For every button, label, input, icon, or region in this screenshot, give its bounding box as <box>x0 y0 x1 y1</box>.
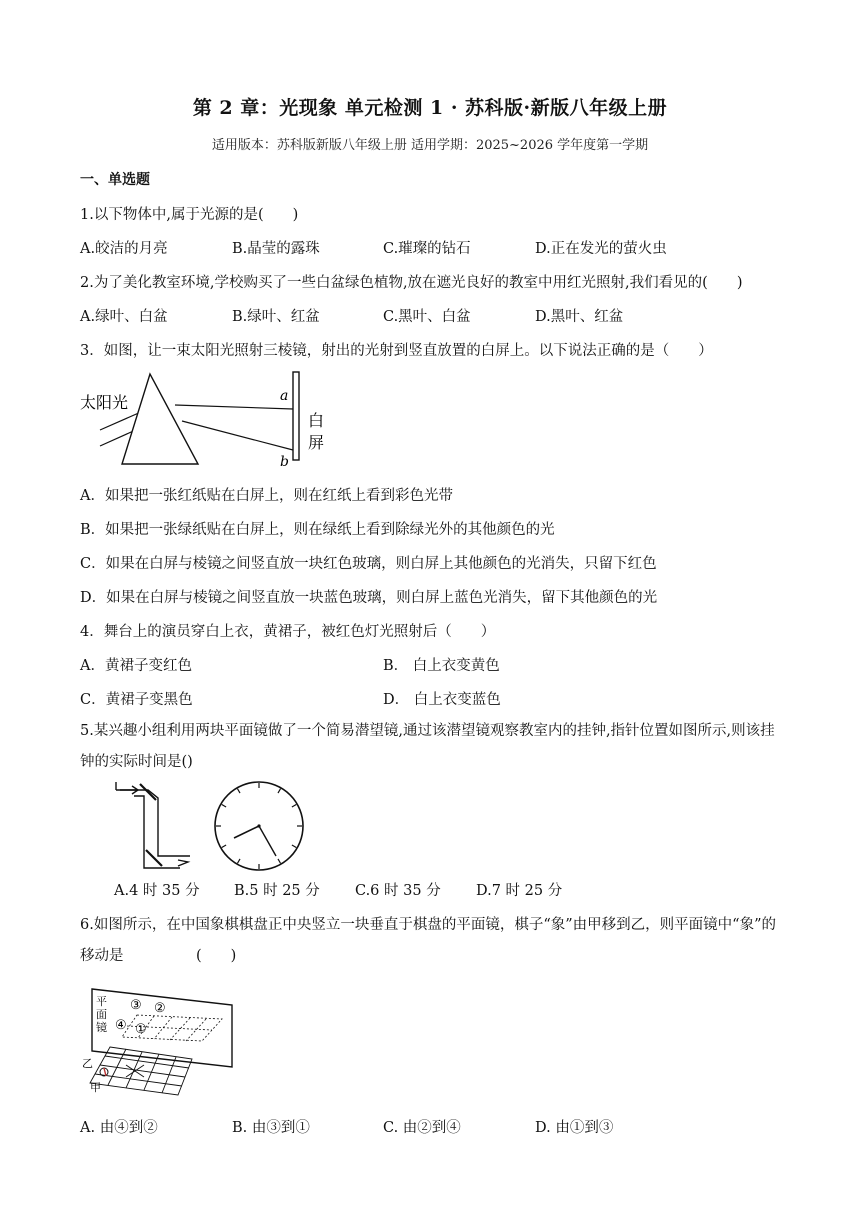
q2-option-a[interactable]: A.绿叶、白盆 <box>80 309 168 325</box>
mark-4: ④ <box>115 1018 127 1033</box>
q3-option-c[interactable]: C．如果在白屏与棱镜之间竖直放一块红色玻璃，则白屏上其他颜色的光消失，只留下红色 <box>80 556 657 572</box>
q4-option-b[interactable]: B． 白上衣变黄色 <box>383 658 500 674</box>
q2-option-b[interactable]: B.绿叶、红盆 <box>232 309 320 325</box>
clock-face <box>215 782 303 870</box>
label-yi: 乙 <box>82 1057 93 1070</box>
mirror-label-3: 镜 <box>96 1021 107 1034</box>
q5-option-d[interactable]: D.7 时 25 分 <box>476 883 563 899</box>
q5-option-c[interactable]: C.6 时 35 分 <box>355 883 441 899</box>
mark-2: ② <box>154 1001 166 1016</box>
page-title: 第 2 章：光现象 单元检测 1 · 苏科版·新版八年级上册 <box>192 97 668 119</box>
chessboard-mirror-figure <box>82 985 240 1097</box>
periscope-clock-figure <box>108 780 308 872</box>
label-a: a <box>280 388 289 404</box>
q6-option-b[interactable]: B. 由③到① <box>232 1120 310 1136</box>
q3-option-b[interactable]: B．如果把一张绿纸贴在白屏上，则在绿纸上看到除绿光外的其他颜色的光 <box>80 522 555 538</box>
sunlight-label: 太阳光 <box>80 393 129 412</box>
q4-option-d[interactable]: D． 白上衣变蓝色 <box>383 692 501 708</box>
q5-option-a[interactable]: A.4 时 35 分 <box>114 883 200 899</box>
white-screen <box>293 372 299 460</box>
prism-figure <box>80 368 340 474</box>
q1-option-b[interactable]: B.晶莹的露珠 <box>232 241 320 257</box>
page-subtitle: 适用版本：苏科版新版八年级上册 适用学期：2025~2026 学年度第一学期 <box>211 138 649 153</box>
screen-label-2: 屏 <box>308 433 325 452</box>
label-jia: 甲 <box>90 1081 101 1094</box>
q5-option-b[interactable]: B.5 时 25 分 <box>234 883 320 899</box>
mark-3: ③ <box>130 998 142 1013</box>
mirror-label-2: 面 <box>96 1008 107 1021</box>
q6-option-c[interactable]: C. 由②到④ <box>383 1120 461 1136</box>
question-2-stem: 2.为了美化教室环境,学校购买了一些白盆绿色植物,放在遮光良好的教室中用红光照射,我们看见的( ) <box>80 275 743 291</box>
q3-option-a[interactable]: A．如果把一张红纸贴在白屏上，则在红纸上看到彩色光带 <box>80 488 453 504</box>
periscope <box>116 782 190 868</box>
q1-option-a[interactable]: A.皎洁的月亮 <box>80 241 168 257</box>
q6-option-d[interactable]: D. 由①到③ <box>535 1120 614 1136</box>
mark-1: ① <box>135 1022 147 1037</box>
mirror-label-1: 平 <box>96 995 107 1008</box>
q1-option-d[interactable]: D.正在发光的萤火虫 <box>535 241 667 257</box>
question-1-stem: 1.以下物体中,属于光源的是( ) <box>80 207 299 223</box>
question-4-stem: 4．舞台上的演员穿白上衣，黄裙子，被红色灯光照射后（ ） <box>80 624 496 640</box>
q6-option-a[interactable]: A. 由④到② <box>80 1120 158 1136</box>
prism-shape <box>122 374 198 464</box>
section-heading: 一、单选题 <box>80 172 150 188</box>
label-b: b <box>280 454 289 470</box>
q2-option-c[interactable]: C.黑叶、白盆 <box>383 309 471 325</box>
question-5-stem: 5.某兴趣小组利用两块平面镜做了一个简易潜望镜,通过该潜望镜观察教室内的挂钟,指针位置如图所示,则该挂钟的实际时间是() <box>80 723 775 770</box>
question-6-stem: 6.如图所示，在中国象棋棋盘正中央竖立一块垂直于棋盘的平面镜，棋子“象”由甲移到乙，则平面镜中“象”的移动是 ( ) <box>80 917 776 964</box>
screen-label-1: 白 <box>308 411 325 430</box>
q4-option-c[interactable]: C．黄裙子变黑色 <box>80 692 193 708</box>
q4-option-a[interactable]: A．黄裙子变红色 <box>80 658 192 674</box>
question-3-stem: 3．如图，让一束太阳光照射三棱镜，射出的光射到竖直放置的白屏上。以下说法正确的是（ ） <box>80 343 713 359</box>
q1-option-c[interactable]: C.璀璨的钻石 <box>383 241 471 257</box>
q2-option-d[interactable]: D.黑叶、红盆 <box>535 309 624 325</box>
q3-option-d[interactable]: D．如果在白屏与棱镜之间竖直放一块蓝色玻璃，则白屏上蓝色光消失，留下其他颜色的光 <box>80 590 658 606</box>
